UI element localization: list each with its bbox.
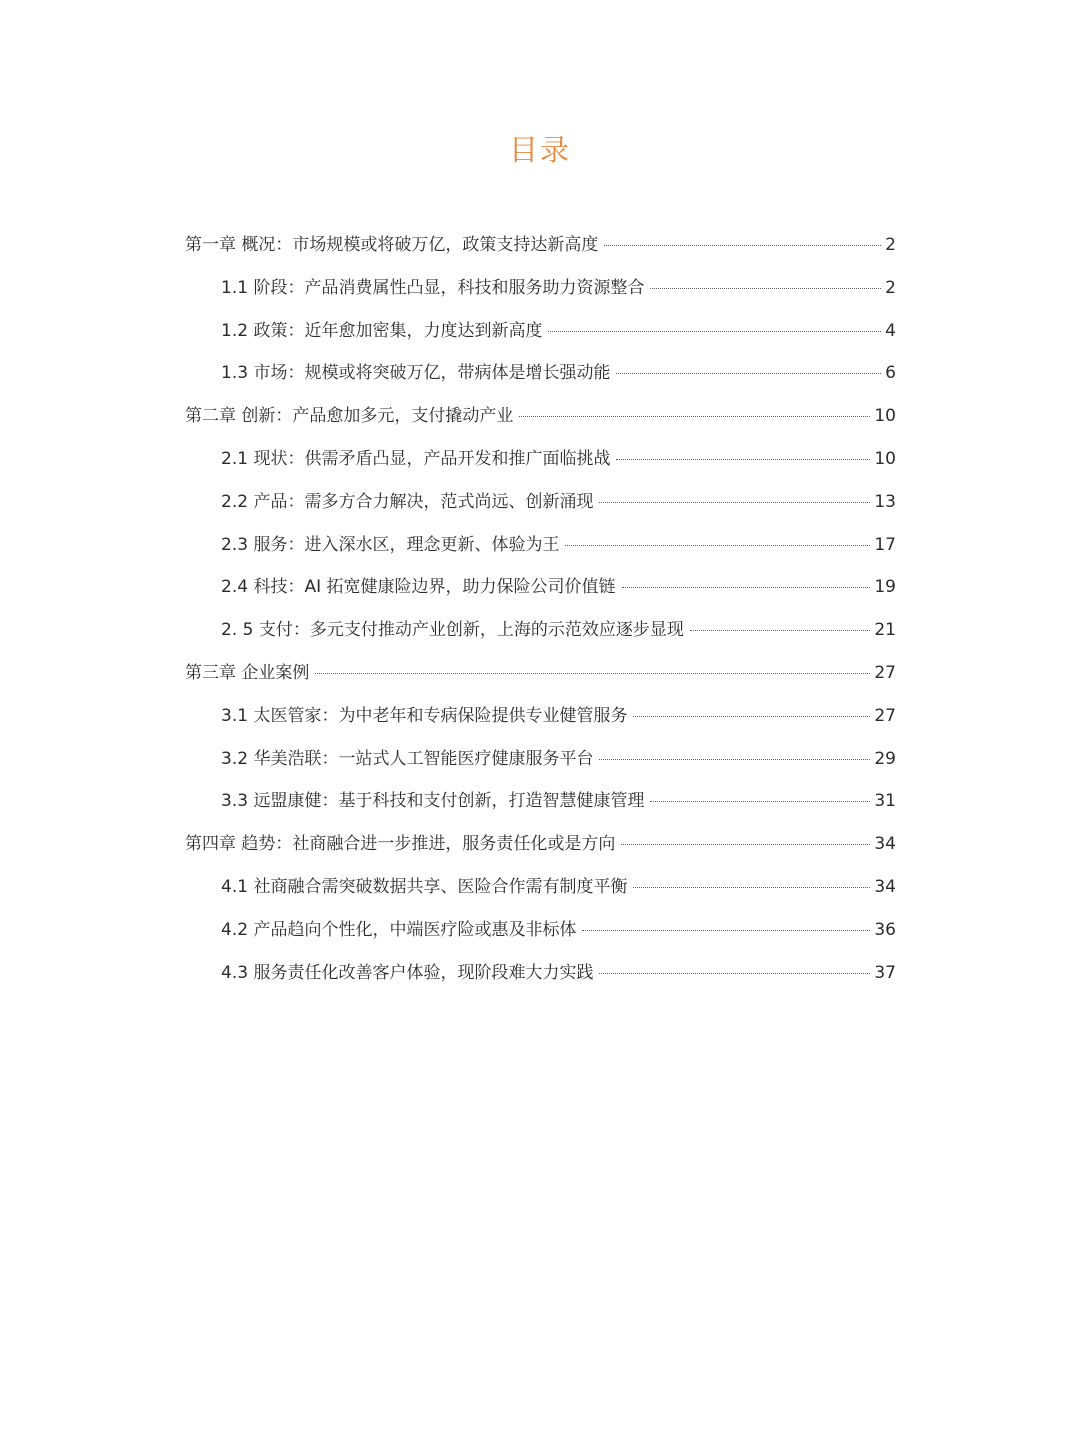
toc-entry-page: 36 <box>874 919 896 940</box>
toc-leader-dots <box>548 331 881 332</box>
toc-entry[interactable] <box>185 615 896 658</box>
toc-leader-dots <box>622 587 871 588</box>
toc-entry[interactable] <box>185 230 896 273</box>
toc-entry-label: 2.1 现状：供需矛盾凸显，产品开发和推广面临挑战 <box>221 448 611 469</box>
table-of-contents <box>185 230 896 1000</box>
toc-entry-label: 1.2 政策：近年愈加密集，力度达到新高度 <box>221 320 543 341</box>
toc-entry[interactable] <box>185 658 896 701</box>
toc-entry-label: 第一章 概况：市场规模或将破万亿，政策支持达新高度 <box>185 235 599 255</box>
toc-entry-label: 4.3 服务责任化改善客户体验，现阶段难大力实践 <box>221 962 594 983</box>
toc-entry[interactable] <box>185 701 896 744</box>
toc-entry-label: 1.1 阶段：产品消费属性凸显，科技和服务助力资源整合 <box>221 277 645 298</box>
toc-leader-dots <box>315 673 870 674</box>
toc-entry-page: 2 <box>885 277 896 298</box>
toc-leader-dots <box>633 887 870 888</box>
toc-entry-page: 19 <box>874 577 896 598</box>
toc-entry-page: 27 <box>874 705 896 726</box>
toc-entry[interactable] <box>185 872 896 915</box>
toc-entry-label: 4.1 社商融合需突破数据共享、医险合作需有制度平衡 <box>221 876 628 897</box>
toc-entry-label: 2.2 产品：需多方合力解决，范式尚远、创新涌现 <box>221 491 594 512</box>
toc-entry-label: 3.3 远盟康健：基于科技和支付创新，打造智慧健康管理 <box>221 791 645 812</box>
toc-entry[interactable] <box>185 786 896 829</box>
toc-entry-label: 2.3 服务：进入深水区，理念更新、体验为王 <box>221 534 560 555</box>
toc-entry-label: 第四章 趋势：社商融合进一步推进，服务责任化或是方向 <box>185 834 616 855</box>
toc-leader-dots <box>519 416 870 417</box>
page-title: 目录 <box>508 133 571 167</box>
toc-entry-page: 6 <box>885 363 896 384</box>
toc-entry-page: 34 <box>874 834 896 855</box>
toc-entry[interactable] <box>185 358 896 401</box>
toc-entry[interactable] <box>185 829 896 872</box>
toc-leader-dots <box>599 973 870 974</box>
toc-entry[interactable] <box>185 915 896 958</box>
toc-entry-page: 27 <box>874 662 896 683</box>
toc-entry[interactable] <box>185 744 896 787</box>
toc-leader-dots <box>633 716 870 717</box>
toc-leader-dots <box>621 844 870 845</box>
toc-leader-dots <box>650 801 870 802</box>
toc-entry-page: 2 <box>885 235 896 255</box>
toc-entry[interactable] <box>185 487 896 530</box>
toc-entry-label: 1.3 市场：规模或将突破万亿，带病体是增长强动能 <box>221 363 611 384</box>
toc-leader-dots <box>690 630 871 631</box>
toc-leader-dots <box>604 245 881 246</box>
toc-leader-dots <box>599 502 870 503</box>
toc-entry-label: 2. 5 支付：多元支付推动产业创新，上海的示范效应逐步显现 <box>221 620 684 641</box>
toc-entry[interactable] <box>185 530 896 573</box>
toc-leader-dots <box>565 545 870 546</box>
toc-leader-dots <box>599 759 870 760</box>
toc-entry-label: 第二章 创新：产品愈加多元，支付撬动产业 <box>185 406 514 427</box>
toc-entry-page: 34 <box>874 876 896 897</box>
toc-entry-page: 13 <box>874 491 896 512</box>
toc-entry-label: 4.2 产品趋向个性化，中端医疗险或惠及非标体 <box>221 919 577 940</box>
toc-entry[interactable] <box>185 316 896 359</box>
toc-entry-page: 4 <box>885 320 896 341</box>
toc-entry-page: 31 <box>874 791 896 812</box>
toc-entry[interactable] <box>185 444 896 487</box>
toc-entry[interactable] <box>185 572 896 615</box>
toc-entry-page: 21 <box>874 620 896 641</box>
toc-leader-dots <box>650 288 881 289</box>
toc-entry-page: 10 <box>874 406 896 427</box>
toc-entry-page: 10 <box>874 448 896 469</box>
toc-leader-dots <box>616 459 870 460</box>
toc-entry[interactable] <box>185 273 896 316</box>
toc-entry-label: 3.2 华美浩联：一站式人工智能医疗健康服务平台 <box>221 748 594 769</box>
toc-leader-dots <box>616 373 881 374</box>
toc-entry-page: 17 <box>874 534 896 555</box>
toc-entry[interactable] <box>185 401 896 444</box>
toc-entry-label: 2.4 科技：AI 拓宽健康险边界，助力保险公司价值链 <box>221 577 616 598</box>
toc-entry-label: 第三章 企业案例 <box>185 662 310 683</box>
toc-entry[interactable] <box>185 958 896 1001</box>
toc-leader-dots <box>582 930 870 931</box>
toc-entry-page: 37 <box>874 962 896 983</box>
toc-entry-page: 29 <box>874 748 896 769</box>
toc-entry-label: 3.1 太医管家：为中老年和专病保险提供专业健管服务 <box>221 705 628 726</box>
